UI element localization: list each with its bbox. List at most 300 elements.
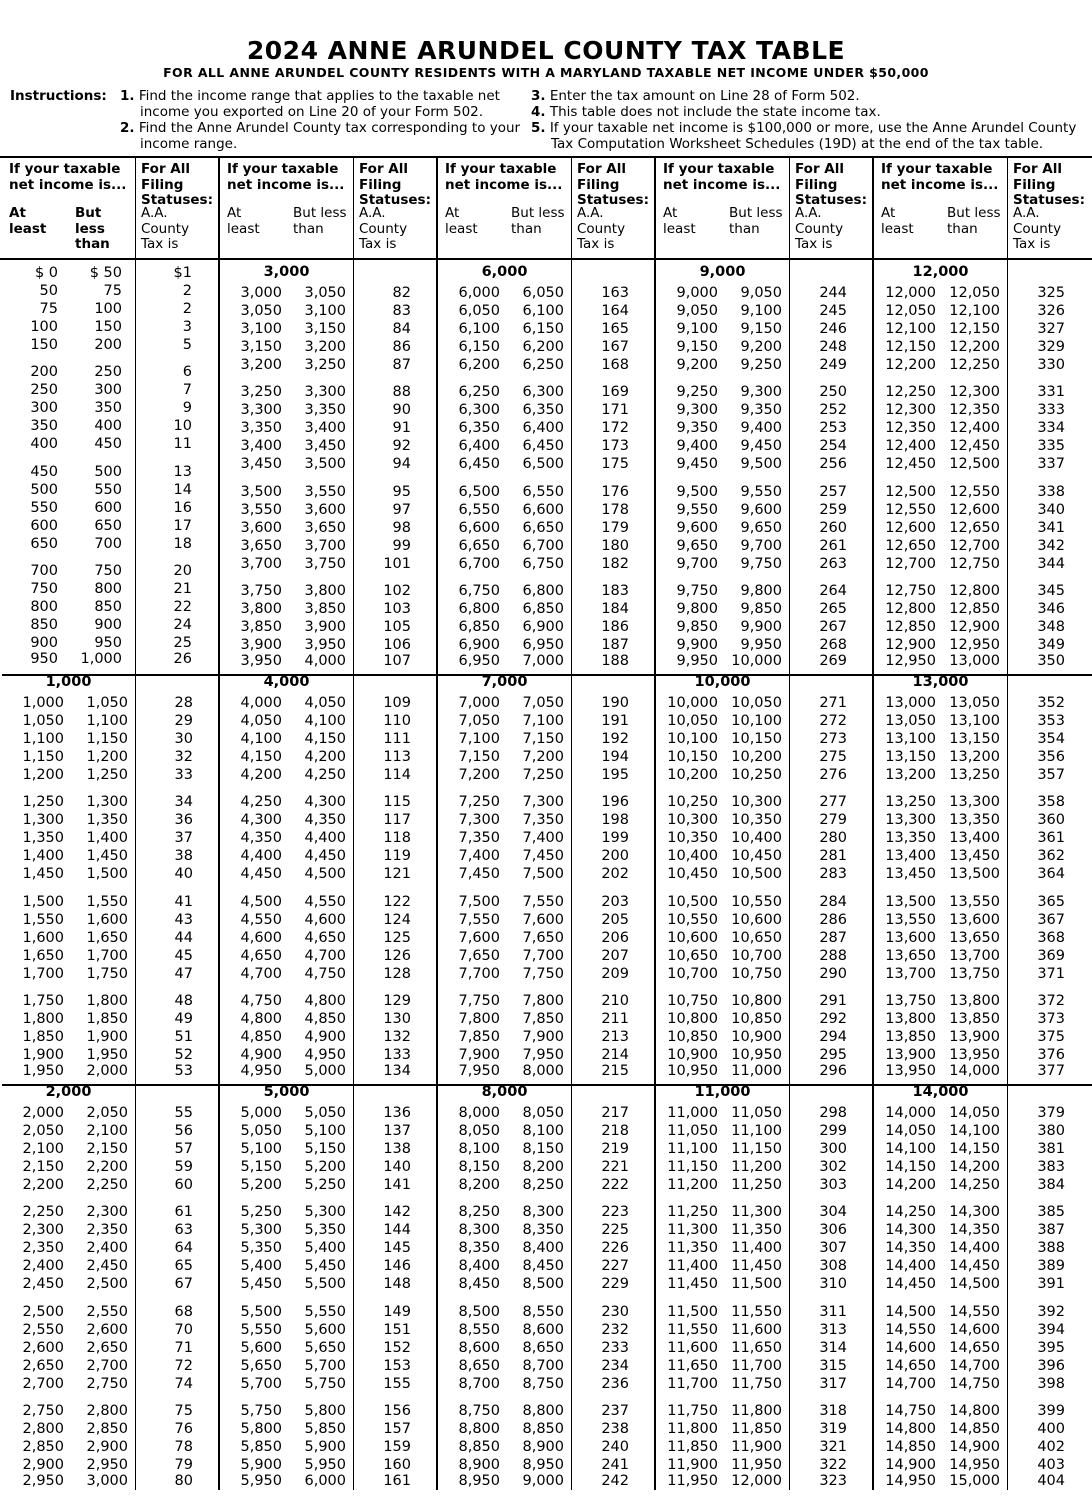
tax-value: 107 xyxy=(383,652,411,669)
range-start: 6,400 xyxy=(458,438,500,455)
range-end: 1,300 xyxy=(86,794,128,811)
tax-value: 138 xyxy=(383,1141,411,1158)
range-start: 12,650 xyxy=(885,537,936,554)
range-end: 2,150 xyxy=(86,1141,128,1158)
range-end: 6,750 xyxy=(522,555,564,572)
at-least-header: At least xyxy=(881,205,914,237)
tax-value: 205 xyxy=(601,911,629,928)
tax-value: 11 xyxy=(173,436,192,453)
tax-value: 48 xyxy=(174,992,193,1009)
tax-value: 141 xyxy=(383,1177,411,1194)
range-start: 4,350 xyxy=(240,830,282,847)
range-start: 7,350 xyxy=(458,830,500,847)
range-start: 8,000 xyxy=(458,1105,500,1121)
range-start: 7,400 xyxy=(458,848,500,865)
range-end: 6,250 xyxy=(522,357,564,374)
tax-value: 41 xyxy=(174,893,193,910)
range-start: 9,550 xyxy=(676,501,718,518)
range-end: 3,250 xyxy=(304,357,346,374)
tax-value: 102 xyxy=(383,582,411,599)
range-start: 3,350 xyxy=(240,420,282,437)
tax-value: 352 xyxy=(1037,695,1065,711)
range-end: 11,000 xyxy=(731,1062,782,1079)
range-end: 4,000 xyxy=(304,652,346,669)
range-start: 9,800 xyxy=(676,600,718,617)
tax-value: 21 xyxy=(173,580,192,597)
range-start: 1,050 xyxy=(22,713,64,730)
tax-value: 168 xyxy=(601,357,629,374)
range-start: 13,300 xyxy=(885,812,936,829)
tax-value: 389 xyxy=(1037,1258,1065,1275)
tax-value: 16 xyxy=(173,499,192,516)
tax-value: 187 xyxy=(601,636,629,653)
range-end: 7,850 xyxy=(522,1010,564,1027)
tax-value: 308 xyxy=(819,1258,847,1275)
tax-value: 26 xyxy=(173,650,192,667)
tax-value: 30 xyxy=(174,731,193,748)
tax-value: 354 xyxy=(1037,731,1065,748)
range-end: 150 xyxy=(94,319,122,336)
range-start: 12,050 xyxy=(885,303,936,320)
range-start: 2,150 xyxy=(22,1159,64,1176)
tax-value: 291 xyxy=(819,992,847,1009)
range-end: 12,200 xyxy=(949,339,1000,356)
range-start: 7,850 xyxy=(458,1028,500,1045)
tax-value: 294 xyxy=(819,1028,847,1045)
tax-value: 164 xyxy=(601,303,629,320)
tax-value: 153 xyxy=(383,1357,411,1374)
range-start: 2,700 xyxy=(22,1375,64,1392)
range-start: 5,250 xyxy=(240,1204,282,1221)
range-end: 10,400 xyxy=(731,830,782,847)
range-end: 7,150 xyxy=(522,731,564,748)
range-end: 9,250 xyxy=(740,357,782,374)
range-start: 10,400 xyxy=(667,848,718,865)
tax-value: 381 xyxy=(1037,1141,1065,1158)
range-start: 12,850 xyxy=(885,618,936,635)
tax-value: 95 xyxy=(392,483,411,500)
tax-value: 237 xyxy=(601,1402,629,1419)
tax-value: 105 xyxy=(383,618,411,635)
range-start: 11,900 xyxy=(667,1456,718,1473)
range-start: 1,800 xyxy=(22,1010,64,1027)
range-end: 3,100 xyxy=(304,303,346,320)
tax-value: 124 xyxy=(383,911,411,928)
tax-value: 402 xyxy=(1037,1438,1065,1455)
range-end: 14,000 xyxy=(949,1062,1000,1079)
range-start: 6,750 xyxy=(458,582,500,599)
range-end: 12,450 xyxy=(949,438,1000,455)
range-start: 4,050 xyxy=(240,713,282,730)
range-end: 100 xyxy=(94,301,122,318)
range-end: 4,950 xyxy=(304,1046,346,1063)
range-end: 4,500 xyxy=(304,866,346,883)
range-start: 950 xyxy=(30,650,58,667)
range-start: 8,350 xyxy=(458,1240,500,1257)
range-start: 10,500 xyxy=(667,893,718,910)
tax-value: 371 xyxy=(1037,965,1065,982)
tax-column-divider xyxy=(1007,156,1008,1490)
tax-value: 306 xyxy=(819,1222,847,1239)
range-end: 6,100 xyxy=(522,303,564,320)
range-end: 750 xyxy=(94,562,122,579)
tax-value: 72 xyxy=(174,1357,193,1374)
range-start: 1,600 xyxy=(22,929,64,946)
range-start: 6,900 xyxy=(458,636,500,653)
tax-value: 275 xyxy=(819,749,847,766)
range-end: 8,450 xyxy=(522,1258,564,1275)
range-start: 6,800 xyxy=(458,600,500,617)
tax-value: 176 xyxy=(601,483,629,500)
range-start: 13,400 xyxy=(885,848,936,865)
range-end: 13,800 xyxy=(949,992,1000,1009)
tax-value: 3 xyxy=(182,319,192,336)
range-start: 12,600 xyxy=(885,519,936,536)
range-start: 3,800 xyxy=(240,600,282,617)
range-end: 6,400 xyxy=(522,420,564,437)
range-start: 11,950 xyxy=(667,1472,718,1489)
range-start: 10,150 xyxy=(667,749,718,766)
range-end: 1,250 xyxy=(86,767,128,784)
range-start: 12,150 xyxy=(885,339,936,356)
range-end: 9,050 xyxy=(740,285,782,301)
range-end: 11,050 xyxy=(731,1105,782,1121)
range-end: 14,400 xyxy=(949,1240,1000,1257)
tax-value: 229 xyxy=(601,1276,629,1293)
tax-value: 68 xyxy=(174,1303,193,1320)
tax-is-header: A.A. County Tax is xyxy=(359,205,408,252)
range-start: 4,450 xyxy=(240,866,282,883)
at-least-header: At least xyxy=(9,205,47,237)
range-end: 12,250 xyxy=(949,357,1000,374)
range-end: 10,600 xyxy=(731,911,782,928)
tax-value: 248 xyxy=(819,339,847,356)
range-start: 2,400 xyxy=(22,1258,64,1275)
range-start: 7,700 xyxy=(458,965,500,982)
range-start: 13,900 xyxy=(885,1046,936,1063)
range-start: 14,700 xyxy=(885,1375,936,1392)
range-end: 8,650 xyxy=(522,1339,564,1356)
range-start: 6,550 xyxy=(458,501,500,518)
range-start: 10,700 xyxy=(667,965,718,982)
range-start: 700 xyxy=(30,562,58,579)
range-end: 6,150 xyxy=(522,321,564,338)
range-start: 9,300 xyxy=(676,402,718,419)
range-start: 6,950 xyxy=(458,652,500,669)
range-end: 7,100 xyxy=(522,713,564,730)
range-end: 12,150 xyxy=(949,321,1000,338)
range-end: 7,050 xyxy=(522,695,564,711)
range-end: 9,750 xyxy=(740,555,782,572)
instruction-4: 4. This table does not include the state income tax. xyxy=(531,104,881,120)
block-heading: 1,000 xyxy=(45,674,92,690)
range-end: 7,950 xyxy=(522,1046,564,1063)
tax-value: 380 xyxy=(1037,1123,1065,1140)
range-end: 75 xyxy=(103,283,122,300)
range-start: 7,900 xyxy=(458,1046,500,1063)
income-header: If your taxable net income is... xyxy=(445,161,563,193)
range-start: 3,950 xyxy=(240,652,282,669)
range-start: 8,600 xyxy=(458,1339,500,1356)
range-start: 3,550 xyxy=(240,501,282,518)
range-end: 2,900 xyxy=(86,1438,128,1455)
range-start: 600 xyxy=(30,517,58,534)
range-start: 9,200 xyxy=(676,357,718,374)
block-heading: 14,000 xyxy=(912,1084,969,1100)
range-start: 7,950 xyxy=(458,1062,500,1079)
range-start: 11,750 xyxy=(667,1402,718,1419)
tax-value: 117 xyxy=(383,812,411,829)
range-start: 7,150 xyxy=(458,749,500,766)
block-heading: 8,000 xyxy=(481,1084,528,1100)
range-start: 4,200 xyxy=(240,767,282,784)
tax-value: 165 xyxy=(601,321,629,338)
tax-value: 37 xyxy=(174,830,193,847)
range-start: 14,600 xyxy=(885,1339,936,1356)
range-start: 13,150 xyxy=(885,749,936,766)
tax-value: 222 xyxy=(601,1177,629,1194)
tax-value: 238 xyxy=(601,1420,629,1437)
range-end: 7,200 xyxy=(522,749,564,766)
tax-value: 392 xyxy=(1037,1303,1065,1320)
range-start: 300 xyxy=(30,400,58,417)
range-start: 400 xyxy=(30,436,58,453)
range-end: 10,250 xyxy=(731,767,782,784)
range-start: 6,700 xyxy=(458,555,500,572)
range-start: 5,500 xyxy=(240,1303,282,1320)
tax-value: 24 xyxy=(173,616,192,633)
range-end: 2,800 xyxy=(86,1402,128,1419)
tax-value: 76 xyxy=(174,1420,193,1437)
range-end: 13,350 xyxy=(949,812,1000,829)
tax-value: 358 xyxy=(1037,794,1065,811)
tax-value: 67 xyxy=(174,1276,193,1293)
range-start: 12,200 xyxy=(885,357,936,374)
tax-value: 2 xyxy=(182,283,192,300)
range-end: 5,200 xyxy=(304,1159,346,1176)
range-end: 5,150 xyxy=(304,1141,346,1158)
range-end: 14,050 xyxy=(949,1105,1000,1121)
range-end: 13,950 xyxy=(949,1046,1000,1063)
range-start: 200 xyxy=(30,364,58,381)
tax-value: 172 xyxy=(601,420,629,437)
income-header: If your taxable net income is... xyxy=(663,161,781,193)
range-end: 4,900 xyxy=(304,1028,346,1045)
range-end: 9,850 xyxy=(740,600,782,617)
range-start: 1,550 xyxy=(22,911,64,928)
range-start: 3,850 xyxy=(240,618,282,635)
range-start: 2,650 xyxy=(22,1357,64,1374)
range-end: 3,500 xyxy=(304,456,346,473)
range-start: 12,450 xyxy=(885,456,936,473)
range-start: 3,500 xyxy=(240,483,282,500)
tax-value: 227 xyxy=(601,1258,629,1275)
range-start: 4,900 xyxy=(240,1046,282,1063)
range-end: 13,450 xyxy=(949,848,1000,865)
range-start: 7,000 xyxy=(458,695,500,711)
tax-value: 137 xyxy=(383,1123,411,1140)
range-end: 10,850 xyxy=(731,1010,782,1027)
tax-value: 121 xyxy=(383,866,411,883)
range-end: 12,850 xyxy=(949,600,1000,617)
tax-value: 53 xyxy=(174,1062,193,1079)
range-start: 8,300 xyxy=(458,1222,500,1239)
range-end: 13,650 xyxy=(949,929,1000,946)
range-start: 9,650 xyxy=(676,537,718,554)
range-end: 5,700 xyxy=(304,1357,346,1374)
tax-value: 130 xyxy=(383,1010,411,1027)
tax-value: 252 xyxy=(819,402,847,419)
range-start: 1,200 xyxy=(22,767,64,784)
tax-value: 103 xyxy=(383,600,411,617)
tax-value: 28 xyxy=(174,695,193,711)
range-end: 4,550 xyxy=(304,893,346,910)
range-start: 11,800 xyxy=(667,1420,718,1437)
range-end: 6,850 xyxy=(522,600,564,617)
range-start: 3,450 xyxy=(240,456,282,473)
tax-value: 254 xyxy=(819,438,847,455)
tax-value: 191 xyxy=(601,713,629,730)
range-start: 7,550 xyxy=(458,911,500,928)
range-end: 6,050 xyxy=(522,285,564,301)
range-end: 4,250 xyxy=(304,767,346,784)
tax-value: 186 xyxy=(601,618,629,635)
range-end: 11,900 xyxy=(731,1438,782,1455)
tax-value: 242 xyxy=(601,1472,629,1489)
range-end: 6,800 xyxy=(522,582,564,599)
range-start: 11,500 xyxy=(667,1303,718,1320)
tax-value: 109 xyxy=(383,695,411,711)
tax-value: 362 xyxy=(1037,848,1065,865)
tax-value: 215 xyxy=(601,1062,629,1079)
range-end: 14,600 xyxy=(949,1321,1000,1338)
range-end: 4,450 xyxy=(304,848,346,865)
range-start: 13,450 xyxy=(885,866,936,883)
range-start: 6,050 xyxy=(458,303,500,320)
tax-value: 286 xyxy=(819,911,847,928)
range-end: 7,500 xyxy=(522,866,564,883)
tax-value: 333 xyxy=(1037,402,1065,419)
range-start: 1,400 xyxy=(22,848,64,865)
range-start: 9,600 xyxy=(676,519,718,536)
range-end: 10,950 xyxy=(731,1046,782,1063)
range-start: 9,000 xyxy=(676,285,718,301)
range-start: 7,500 xyxy=(458,893,500,910)
range-start: 7,100 xyxy=(458,731,500,748)
range-start: 8,750 xyxy=(458,1402,500,1419)
range-end: 5,800 xyxy=(304,1402,346,1419)
tax-value: 398 xyxy=(1037,1375,1065,1392)
range-end: 250 xyxy=(94,364,122,381)
range-start: 5,650 xyxy=(240,1357,282,1374)
range-end: 9,700 xyxy=(740,537,782,554)
range-end: 11,750 xyxy=(731,1375,782,1392)
range-end: 5,450 xyxy=(304,1258,346,1275)
range-start: 1,700 xyxy=(22,965,64,982)
range-start: 14,250 xyxy=(885,1204,936,1221)
range-start: 2,550 xyxy=(22,1321,64,1338)
tax-value: 279 xyxy=(819,812,847,829)
range-start: 7,600 xyxy=(458,929,500,946)
tax-value: 115 xyxy=(383,794,411,811)
tax-value: 207 xyxy=(601,947,629,964)
range-start: 9,400 xyxy=(676,438,718,455)
range-start: 3,300 xyxy=(240,402,282,419)
tax-value: 5 xyxy=(182,337,192,354)
range-start: 10,850 xyxy=(667,1028,718,1045)
tax-value: 198 xyxy=(601,812,629,829)
range-start: 6,150 xyxy=(458,339,500,356)
range-start: 8,850 xyxy=(458,1438,500,1455)
tax-value: 368 xyxy=(1037,929,1065,946)
tax-value: 299 xyxy=(819,1123,847,1140)
tax-value: 399 xyxy=(1037,1402,1065,1419)
tax-value: 113 xyxy=(383,749,411,766)
range-start: 550 xyxy=(30,499,58,516)
range-start: 4,100 xyxy=(240,731,282,748)
tax-value: 403 xyxy=(1037,1456,1065,1473)
range-start: 11,450 xyxy=(667,1276,718,1293)
tax-value: 234 xyxy=(601,1357,629,1374)
tax-value: 349 xyxy=(1037,636,1065,653)
range-start: 12,900 xyxy=(885,636,936,653)
range-end: 11,450 xyxy=(731,1258,782,1275)
tax-value: 300 xyxy=(819,1141,847,1158)
range-end: 2,300 xyxy=(86,1204,128,1221)
range-start: 1,000 xyxy=(22,695,64,711)
range-end: 8,000 xyxy=(522,1062,564,1079)
range-end: 8,350 xyxy=(522,1222,564,1239)
range-end: 6,900 xyxy=(522,618,564,635)
tax-value: 337 xyxy=(1037,456,1065,473)
range-end: 2,850 xyxy=(86,1420,128,1437)
range-end: 1,050 xyxy=(86,695,128,711)
range-start: 3,750 xyxy=(240,582,282,599)
range-start: 14,450 xyxy=(885,1276,936,1293)
tax-value: 192 xyxy=(601,731,629,748)
tax-value: 146 xyxy=(383,1258,411,1275)
range-start: 11,700 xyxy=(667,1375,718,1392)
range-end: 11,400 xyxy=(731,1240,782,1257)
range-end: 12,500 xyxy=(949,456,1000,473)
range-start: 2,450 xyxy=(22,1276,64,1293)
range-end: 10,450 xyxy=(731,848,782,865)
tax-value: 38 xyxy=(174,848,193,865)
block-heading: 9,000 xyxy=(699,264,746,280)
range-start: 500 xyxy=(30,481,58,498)
range-end: 12,700 xyxy=(949,537,1000,554)
tax-value: 25 xyxy=(173,634,192,651)
range-start: 1,350 xyxy=(22,830,64,847)
range-end: 10,650 xyxy=(731,929,782,946)
tax-value: 290 xyxy=(819,965,847,982)
range-start: 14,000 xyxy=(885,1105,936,1121)
range-start: 5,150 xyxy=(240,1159,282,1176)
range-start: 13,750 xyxy=(885,992,936,1009)
tax-value: 318 xyxy=(819,1402,847,1419)
tax-value: 344 xyxy=(1037,555,1065,572)
tax-value: 357 xyxy=(1037,767,1065,784)
filing-header: For All Filing Statuses: xyxy=(795,161,867,208)
tax-value: 245 xyxy=(819,303,847,320)
range-end: 10,550 xyxy=(731,893,782,910)
range-end: 2,050 xyxy=(86,1105,128,1121)
range-end: 3,600 xyxy=(304,501,346,518)
range-start: 8,200 xyxy=(458,1177,500,1194)
tax-value: 329 xyxy=(1037,339,1065,356)
range-start: 4,650 xyxy=(240,947,282,964)
tax-value: 7 xyxy=(182,382,192,399)
